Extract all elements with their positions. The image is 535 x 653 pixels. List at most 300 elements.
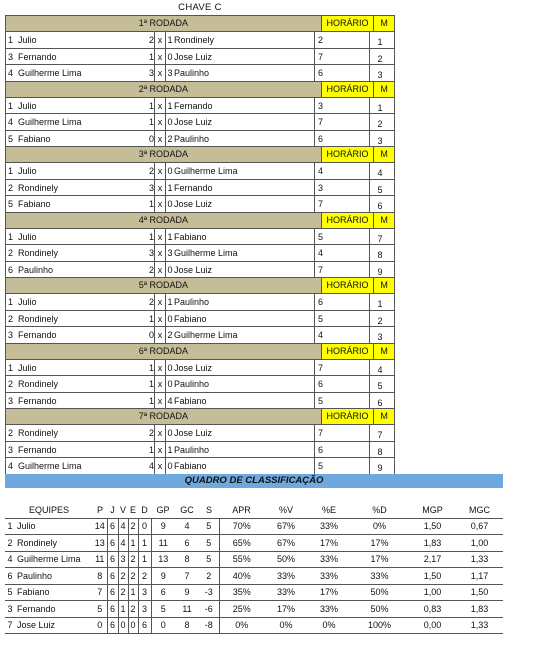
goals-against: 4 [175, 518, 199, 535]
wins: 0 [118, 617, 128, 634]
losses: 1 [138, 551, 151, 568]
m-header: M [373, 147, 394, 162]
match-row [6, 360, 394, 377]
mgp: 0,83 [409, 601, 456, 618]
away-score: 1 [167, 100, 173, 111]
round-header [6, 147, 394, 163]
home-seed: 1 [8, 362, 14, 373]
goals-against: 9 [175, 584, 199, 601]
team-seed: 7 [5, 617, 15, 634]
apr: 70% [219, 518, 264, 535]
horario-value: 2 [315, 32, 370, 48]
goals-against: 7 [175, 568, 199, 585]
horario-value: 4 [315, 245, 370, 261]
col-d: D [138, 502, 151, 518]
versus-mark: x [155, 294, 166, 310]
apr: 40% [219, 568, 264, 585]
away-score: 0 [167, 428, 173, 438]
away-team: Jose Luiz [174, 49, 315, 65]
home-score: 1 [146, 98, 155, 114]
col-pct-v: %V [264, 502, 308, 518]
home-seed: 1 [8, 297, 14, 307]
home-score: 0 [146, 131, 155, 147]
home-team: Guilherme Lima [18, 461, 82, 471]
draws: 2 [128, 568, 138, 585]
points: 11 [93, 551, 107, 568]
pct-wins: 17% [264, 601, 308, 618]
home-seed: 2 [8, 248, 14, 258]
points: 0 [93, 617, 107, 634]
round-block [5, 278, 395, 344]
home-score: 2 [146, 294, 155, 310]
home-seed: 4 [8, 117, 14, 127]
team-seed: 5 [5, 584, 15, 601]
away-score: 0 [167, 51, 173, 62]
horario-value: 6 [315, 131, 370, 147]
home-team: Fernando [18, 51, 57, 62]
home-score: 1 [146, 229, 155, 245]
m-value: 7 [377, 430, 383, 440]
away-score: 4 [167, 395, 173, 406]
home-score: 1 [146, 311, 155, 327]
goal-diff: -6 [199, 601, 219, 618]
goal-diff: -3 [199, 584, 219, 601]
pct-draws: 17% [308, 584, 350, 601]
home-seed: 4 [8, 461, 14, 471]
horario-header: HORÁRIO [321, 82, 373, 97]
away-team: Guilherme Lima [174, 163, 315, 179]
m-header: M [373, 82, 394, 97]
home-score: 2 [146, 32, 155, 48]
home-seed: 3 [8, 330, 14, 340]
m-value: 7 [377, 233, 383, 244]
versus-mark: x [155, 229, 166, 245]
pct-draws: 33% [308, 601, 350, 618]
round-header [6, 344, 394, 360]
horario-header: HORÁRIO [321, 16, 373, 31]
horario-value: 5 [315, 311, 370, 327]
away-score: 1 [167, 35, 173, 45]
col-apr: APR [219, 502, 264, 518]
home-score: 1 [146, 393, 155, 409]
m-value: 8 [377, 446, 383, 457]
pct-draws: 0% [308, 617, 350, 634]
round-title: 7ª RODADA [138, 411, 189, 421]
losses: 3 [138, 601, 151, 618]
pct-losses: 50% [350, 584, 409, 601]
round-header [6, 16, 394, 32]
pct-losses: 17% [350, 535, 409, 552]
match-row [6, 49, 394, 66]
away-team: Rondinely [174, 32, 315, 48]
col-pct-e: %E [308, 502, 350, 518]
away-score: 0 [167, 199, 173, 209]
m-value: 2 [377, 119, 383, 129]
away-team: Paulinho [174, 65, 315, 81]
pct-wins: 33% [264, 568, 308, 585]
m-value: 1 [377, 102, 383, 113]
mgp: 1,50 [409, 568, 456, 585]
away-team: Jose Luiz [174, 425, 315, 441]
goals-for: 5 [151, 601, 175, 618]
losses: 2 [138, 568, 151, 585]
away-score: 1 [167, 231, 173, 242]
home-score: 2 [146, 262, 155, 278]
away-score: 0 [167, 362, 173, 373]
round-title: 3ª RODADA [138, 149, 189, 159]
col-s: S [199, 502, 219, 518]
m-header: M [373, 278, 394, 293]
wins: 1 [118, 601, 128, 618]
home-team: Guilherme Lima [18, 68, 82, 78]
losses: 6 [138, 617, 151, 634]
m-header: M [373, 213, 394, 228]
team-seed: 4 [5, 551, 15, 568]
home-seed: 1 [8, 35, 14, 45]
home-seed: 2 [8, 379, 14, 389]
m-value: 9 [377, 463, 383, 473]
m-value: 6 [377, 397, 383, 408]
versus-mark: x [155, 311, 166, 327]
home-seed: 3 [8, 51, 14, 62]
round-title: 5ª RODADA [138, 280, 189, 290]
versus-mark: x [155, 32, 166, 48]
played: 6 [107, 535, 118, 552]
home-score: 2 [146, 425, 155, 441]
m-header: M [373, 344, 394, 359]
round-title: 4ª RODADA [138, 214, 189, 225]
goals-against: 6 [175, 535, 199, 552]
apr: 55% [219, 551, 264, 568]
goal-diff: 5 [199, 518, 219, 535]
wins: 2 [118, 584, 128, 601]
horario-value: 7 [315, 425, 370, 441]
pct-wins: 67% [264, 518, 308, 535]
home-team: Fernando [18, 395, 57, 406]
apr: 0% [219, 617, 264, 634]
away-score: 1 [167, 297, 173, 307]
versus-mark: x [155, 163, 166, 179]
match-row [6, 311, 394, 328]
match-row [6, 262, 394, 278]
pct-losses: 17% [350, 551, 409, 568]
played: 6 [107, 568, 118, 585]
home-score: 4 [146, 458, 155, 474]
home-team: Julio [18, 100, 37, 111]
horario-value: 7 [315, 114, 370, 130]
points: 7 [93, 584, 107, 601]
mgp: 0,00 [409, 617, 456, 634]
away-team: Guilherme Lima [174, 327, 315, 343]
home-team: Julio [18, 297, 37, 307]
team-seed: 1 [5, 518, 15, 535]
away-team: Jose Luiz [174, 114, 315, 130]
versus-mark: x [155, 98, 166, 114]
team-name: Fabiano [15, 584, 93, 601]
horario-header: HORÁRIO [321, 278, 373, 293]
home-score: 3 [146, 180, 155, 196]
mgc: 1,00 [456, 535, 503, 552]
away-team: Paulinho [174, 294, 315, 310]
played: 6 [107, 584, 118, 601]
away-score: 3 [167, 68, 173, 78]
away-team: Fabiano [174, 393, 315, 409]
played: 6 [107, 518, 118, 535]
versus-mark: x [155, 131, 166, 147]
horario-value: 5 [315, 393, 370, 409]
team-name: Julio [15, 518, 93, 535]
mgp: 2,17 [409, 551, 456, 568]
team-name: Rondinely [15, 535, 93, 552]
home-score: 1 [146, 196, 155, 212]
home-seed: 6 [8, 264, 14, 275]
away-team: Paulinho [174, 442, 315, 458]
horario-value: 6 [315, 294, 370, 310]
played: 6 [107, 601, 118, 618]
home-team: Rondinely [18, 379, 59, 389]
match-row [6, 327, 394, 343]
horario-header: HORÁRIO [321, 344, 373, 359]
horario-value: 3 [315, 180, 370, 196]
round-title: 2ª RODADA [138, 83, 189, 94]
home-team: Paulinho [18, 264, 54, 275]
home-score: 3 [146, 245, 155, 261]
wins: 4 [118, 535, 128, 552]
standings-body [5, 518, 503, 634]
chave-title: CHAVE C [178, 2, 222, 13]
standings-row [5, 617, 503, 634]
m-value: 4 [377, 168, 383, 178]
pct-draws: 33% [308, 518, 350, 535]
home-score: 1 [146, 49, 155, 65]
round-title: 1ª RODADA [138, 18, 189, 28]
draws: 1 [128, 584, 138, 601]
standings-title: QUADRO DE CLASSIFICAÇÃO [5, 474, 503, 488]
away-score: 1 [167, 182, 173, 193]
away-score: 1 [167, 444, 173, 455]
col-pct-d: %D [350, 502, 409, 518]
match-row [6, 180, 394, 197]
pct-draws: 33% [308, 551, 350, 568]
apr: 25% [219, 601, 264, 618]
round-header [6, 82, 394, 98]
draws: 0 [128, 617, 138, 634]
draws: 2 [128, 518, 138, 535]
round-block [5, 82, 395, 148]
versus-mark: x [155, 65, 166, 81]
apr: 65% [219, 535, 264, 552]
home-seed: 4 [8, 68, 14, 78]
round-block [5, 344, 395, 410]
pct-wins: 33% [264, 584, 308, 601]
points: 5 [93, 601, 107, 618]
match-row [6, 442, 394, 459]
col-j: J [107, 502, 118, 518]
m-value: 3 [377, 332, 383, 342]
m-header: M [373, 409, 394, 424]
home-score: 3 [146, 65, 155, 81]
round-block [5, 409, 395, 475]
home-team: Rondinely [18, 428, 59, 438]
team-name: Paulinho [15, 568, 93, 585]
round-block [5, 147, 395, 213]
away-team: Paulinho [174, 131, 315, 147]
goals-for: 11 [151, 535, 175, 552]
team-seed: 2 [5, 535, 15, 552]
horario-value: 7 [315, 196, 370, 212]
mgc: 1,33 [456, 551, 503, 568]
draws: 2 [128, 551, 138, 568]
played: 6 [107, 551, 118, 568]
m-header: M [373, 16, 394, 31]
away-score: 0 [167, 166, 173, 176]
home-seed: 2 [8, 313, 14, 324]
pct-wins: 50% [264, 551, 308, 568]
away-score: 2 [167, 330, 173, 340]
mgc: 1,17 [456, 568, 503, 585]
home-score: 1 [146, 360, 155, 376]
m-value: 9 [377, 266, 383, 277]
round-header [6, 278, 394, 294]
goals-for: 0 [151, 617, 175, 634]
losses: 1 [138, 535, 151, 552]
versus-mark: x [155, 196, 166, 212]
home-score: 1 [146, 442, 155, 458]
goals-against: 8 [175, 551, 199, 568]
standings-row [5, 535, 503, 552]
rounds-container [5, 15, 395, 475]
points: 13 [93, 535, 107, 552]
team-name: Fernando [15, 601, 93, 618]
losses: 3 [138, 584, 151, 601]
m-value: 1 [377, 37, 383, 47]
home-team: Julio [18, 166, 37, 176]
match-row [6, 458, 394, 474]
m-value: 5 [377, 184, 383, 195]
mgc: 1,50 [456, 584, 503, 601]
versus-mark: x [155, 114, 166, 130]
away-score: 0 [167, 461, 173, 471]
match-row [6, 294, 394, 311]
mgp: 1,50 [409, 518, 456, 535]
away-score: 0 [167, 264, 173, 275]
home-seed: 2 [8, 182, 14, 193]
away-score: 0 [167, 313, 173, 324]
draws: 1 [128, 535, 138, 552]
versus-mark: x [155, 327, 166, 343]
home-seed: 1 [8, 100, 14, 111]
goals-for: 6 [151, 584, 175, 601]
goals-against: 8 [175, 617, 199, 634]
away-team: Fabiano [174, 458, 315, 474]
away-team: Fernando [174, 180, 315, 196]
mgp: 1,00 [409, 584, 456, 601]
away-team: Fernando [174, 98, 315, 114]
match-row [6, 229, 394, 246]
away-team: Paulinho [174, 376, 315, 392]
schedule-sheet [5, 0, 395, 475]
home-seed: 2 [8, 428, 14, 438]
match-row [6, 196, 394, 212]
horario-header: HORÁRIO [321, 147, 373, 162]
match-row [6, 114, 394, 131]
home-team: Julio [18, 35, 37, 45]
away-team: Guilherme Lima [174, 245, 315, 261]
versus-mark: x [155, 49, 166, 65]
match-row [6, 131, 394, 147]
horario-value: 7 [315, 360, 370, 376]
m-value: 3 [377, 135, 383, 146]
team-name: Guilherme Lima [15, 551, 93, 568]
col-mgp: MGP [409, 502, 456, 518]
versus-mark: x [155, 360, 166, 376]
horario-value: 3 [315, 98, 370, 114]
m-value: 2 [377, 315, 383, 326]
home-seed: 5 [8, 199, 14, 209]
horario-value: 6 [315, 65, 370, 81]
home-team: Julio [18, 362, 37, 373]
home-team: Fernando [18, 444, 57, 455]
versus-mark: x [155, 458, 166, 474]
mgc: 1,83 [456, 601, 503, 618]
match-row [6, 32, 394, 49]
col-equipes: EQUIPES [5, 502, 93, 518]
horario-value: 6 [315, 442, 370, 458]
goal-diff: 2 [199, 568, 219, 585]
match-row [6, 245, 394, 262]
home-team: Fabiano [18, 133, 51, 144]
round-block [5, 213, 395, 279]
wins: 2 [118, 568, 128, 585]
horario-header: HORÁRIO [321, 409, 373, 424]
horario-header: HORÁRIO [321, 213, 373, 228]
standings-row [5, 568, 503, 585]
team-name: Jose Luiz [15, 617, 93, 634]
match-row [6, 65, 394, 81]
versus-mark: x [155, 393, 166, 409]
versus-mark: x [155, 180, 166, 196]
home-team: Rondinely [18, 248, 59, 258]
standings-row [5, 518, 503, 535]
goals-for: 13 [151, 551, 175, 568]
horario-value: 7 [315, 49, 370, 65]
standings-row [5, 601, 503, 618]
match-row [6, 163, 394, 180]
draws: 2 [128, 601, 138, 618]
horario-value: 4 [315, 327, 370, 343]
team-seed: 3 [5, 601, 15, 618]
round-header [6, 409, 394, 425]
m-value: 2 [377, 53, 383, 64]
mgc: 0,67 [456, 518, 503, 535]
m-value: 8 [377, 250, 383, 260]
home-seed: 3 [8, 395, 14, 406]
standings-row [5, 584, 503, 601]
home-score: 1 [146, 114, 155, 130]
away-team: Fabiano [174, 229, 315, 245]
goals-for: 9 [151, 568, 175, 585]
goals-for: 9 [151, 518, 175, 535]
away-score: 2 [167, 133, 173, 144]
horario-value: 5 [315, 458, 370, 474]
away-team: Jose Luiz [174, 262, 315, 278]
versus-mark: x [155, 376, 166, 392]
pct-losses: 100% [350, 617, 409, 634]
home-score: 1 [146, 376, 155, 392]
away-score: 0 [167, 117, 173, 127]
played: 6 [107, 617, 118, 634]
m-value: 5 [377, 381, 383, 391]
